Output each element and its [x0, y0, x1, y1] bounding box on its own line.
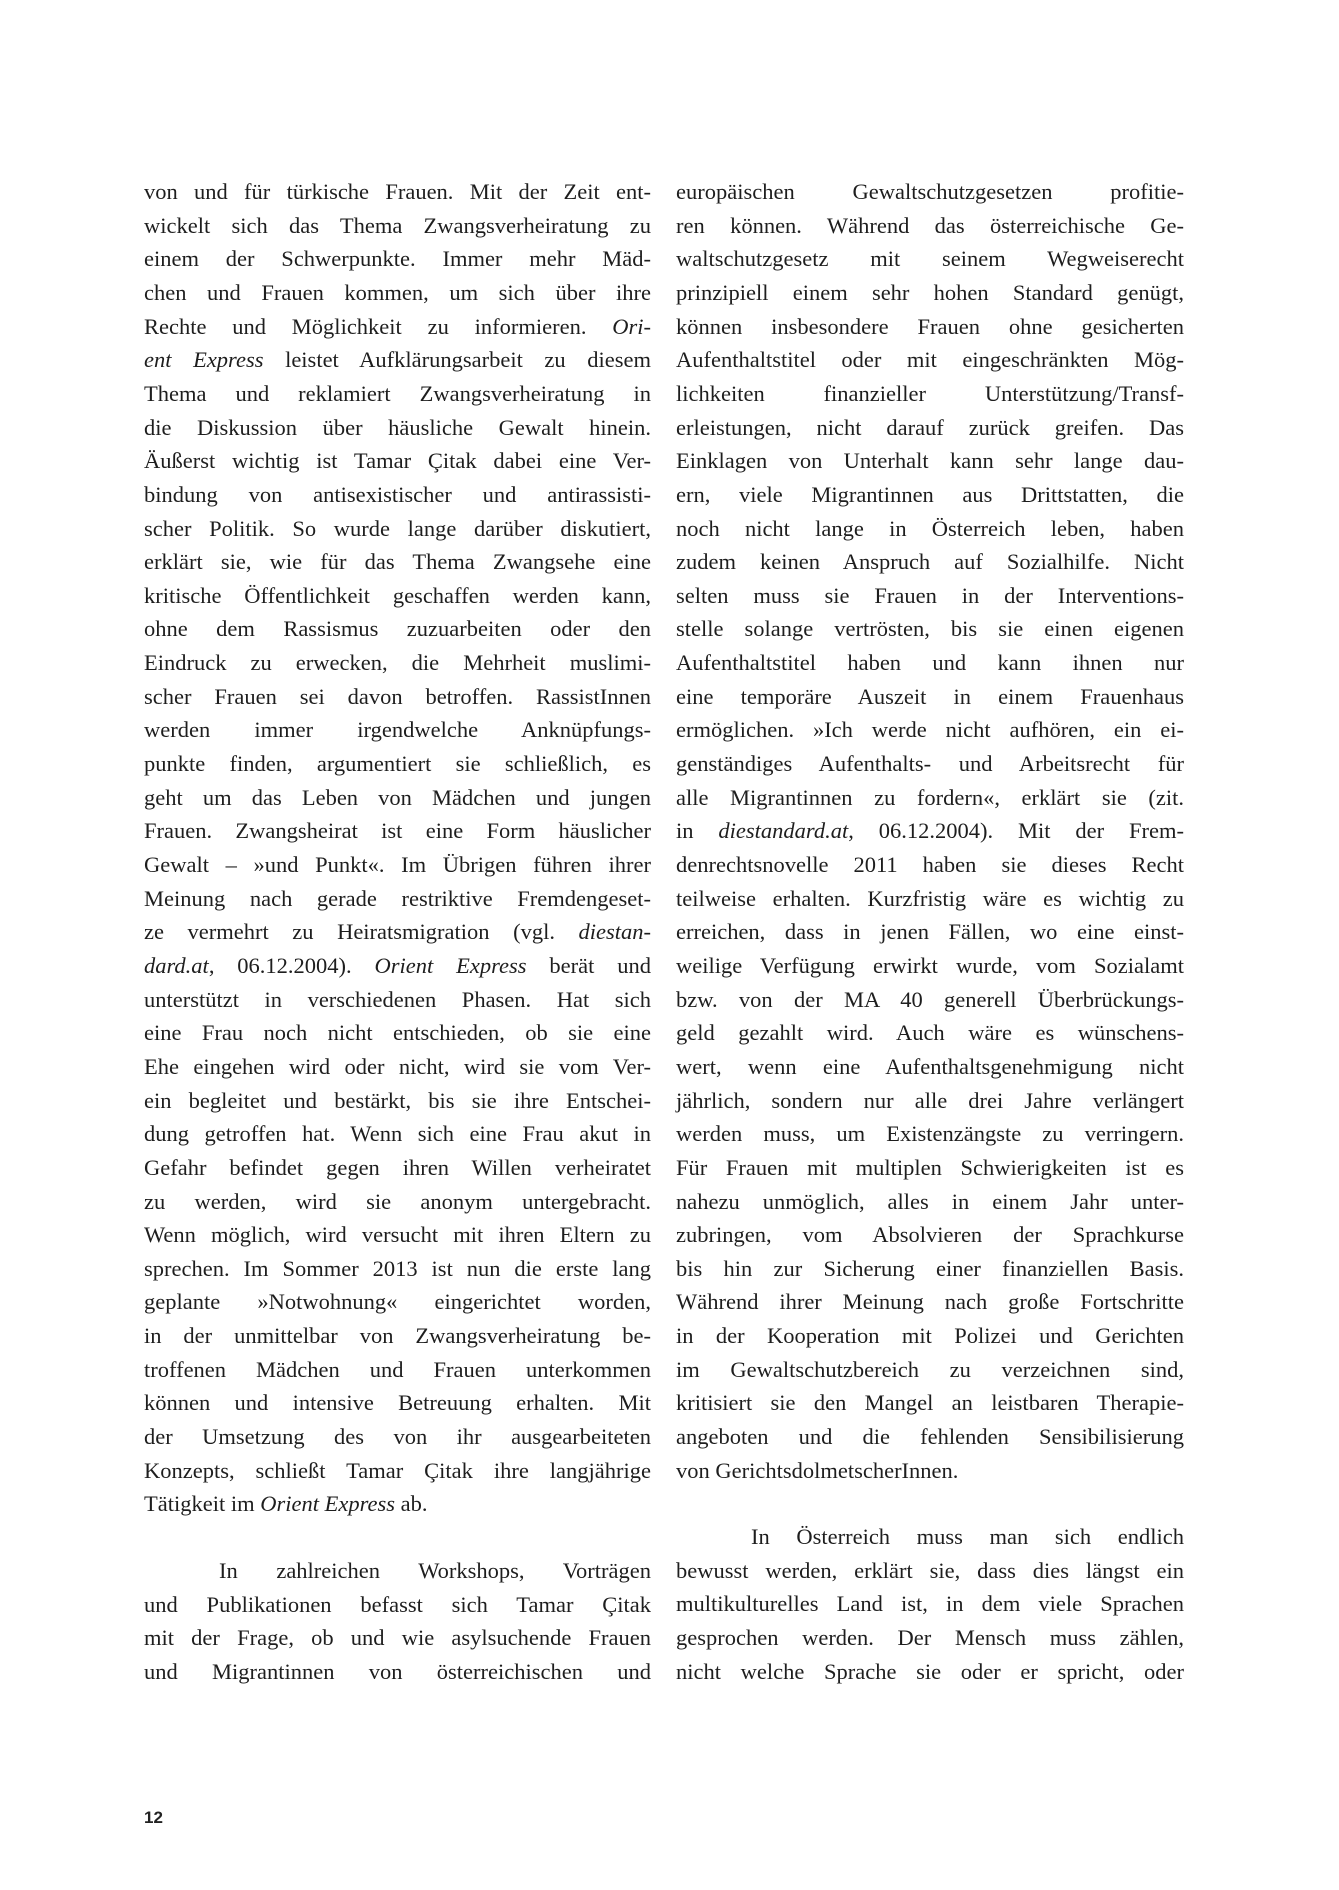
text-line: In zahlreichen Workshops, Vorträgen: [219, 1558, 651, 1583]
italic-text: Orient Express: [374, 952, 527, 978]
text-line: prinzipiell einem sehr hohen Standard genügt,: [676, 279, 1184, 305]
text-line: dung getroffen hat. Wenn sich eine Frau akut in: [144, 1121, 651, 1147]
text-line: mit der Frage, ob und wie asylsuchende Frauen: [144, 1625, 651, 1651]
text-line: bindung von antisexistischer und antirassisti-: [144, 481, 651, 507]
text-line: wickelt sich das Thema Zwangsverheiratung zu: [144, 212, 651, 238]
text-line: Konzepts, schließt Tamar Çitak ihre langjährige: [144, 1457, 651, 1483]
text-line: die Diskussion über häusliche Gewalt hinein.: [144, 414, 651, 440]
text-line: Gewalt – »und Punkt«. Im Übrigen führen ihrer: [144, 852, 651, 877]
italic-text: dard.at: [144, 952, 209, 978]
text-line: Ehe eingehen wird oder nicht, wird sie vom Ver-: [144, 1053, 651, 1079]
text-line: einem der Schwerpunkte. Immer mehr Mäd-: [144, 246, 651, 272]
text-line: selten muss sie Frauen in der Interventions-: [676, 582, 1184, 608]
text-line: ren können. Während das österreichische Ge-: [676, 212, 1184, 238]
text-line: lichkeiten finanzieller Unterstützung/Transf-: [676, 380, 1184, 406]
text-line: Gefahr befindet gegen ihren Willen verheiratet: [144, 1154, 651, 1180]
text-line: Frauen. Zwangsheirat ist eine Form häuslicher: [144, 818, 651, 844]
text-line: können und intensive Betreuung erhalten. Mit: [144, 1390, 651, 1416]
text-line: erreichen, dass in jenen Fällen, wo eine einst-: [676, 919, 1184, 945]
text-line: eine temporäre Auszeit in einem Frauenhaus: [676, 683, 1184, 709]
text-line: wert, wenn eine Aufenthaltsgenehmigung nicht: [676, 1053, 1184, 1079]
text-line: werden immer irgendwelche Anknüpfungs-: [144, 717, 651, 743]
text-line: kritische Öffentlichkeit geschaffen werden kann,: [144, 582, 651, 608]
text-line: in diestandard.at, 06.12.2004). Mit der Frem-: [676, 818, 1184, 844]
text-line: bis hin zur Sicherung einer finanziellen Basis.: [676, 1255, 1184, 1281]
text-line: zu werden, wird sie anonym untergebracht.: [144, 1188, 651, 1214]
text-line: gesprochen werden. Der Mensch muss zählen,: [676, 1624, 1184, 1650]
text-line: denrechtsnovelle 2011 haben sie dieses Recht: [676, 852, 1184, 877]
text-line: nicht welche Sprache sie oder er spricht, oder: [676, 1658, 1184, 1684]
text-line: angeboten und die fehlenden Sensibilisierung: [676, 1424, 1184, 1450]
text-line: nahezu unmöglich, alles in einem Jahr unter-: [676, 1188, 1184, 1214]
text-line: werden muss, um Existenzängste zu verringern.: [676, 1121, 1184, 1147]
text-line: geht um das Leben von Mädchen und jungen: [144, 784, 651, 810]
text-line: eine Frau noch nicht entschieden, ob sie eine: [144, 1020, 651, 1046]
text-line: Wenn möglich, wird versucht mit ihren Eltern zu: [144, 1222, 651, 1248]
text-line: teilweise erhalten. Kurzfristig wäre es wichtig zu: [676, 885, 1184, 911]
text-line: erleistungen, nicht darauf zurück greifen. Das: [676, 414, 1184, 440]
text-line: Eindruck zu erwecken, die Mehrheit muslimi-: [144, 650, 651, 676]
text-line: Meinung nach gerade restriktive Fremdengeset-: [144, 885, 651, 911]
text-line: genständiges Aufenthalts- und Arbeitsrecht für: [676, 751, 1184, 777]
text-line: weilige Verfügung erwirkt wurde, vom Sozialamt: [676, 952, 1184, 978]
text-line: dard.at, 06.12.2004). Orient Express berät und: [144, 952, 651, 978]
text-line: jährlich, sondern nur alle drei Jahre verlängert: [676, 1087, 1184, 1113]
text-line: stelle solange vertrösten, bis sie einen eigenen: [676, 616, 1184, 642]
text-line: punkte finden, argumentiert sie schließlich, es: [144, 751, 651, 777]
text-line: waltschutzgesetz mit seinem Wegweiserecht: [676, 246, 1184, 272]
text-line: alle Migrantinnen zu fordern«, erklärt sie (zit.: [676, 784, 1184, 810]
text-line: zubringen, vom Absolvieren der Sprachkurse: [676, 1222, 1184, 1248]
italic-text: ent Express: [144, 347, 264, 373]
text-line: Einklagen von Unterhalt kann sehr lange dau-: [676, 448, 1184, 474]
text-line: und Publikationen befasst sich Tamar Çitak: [144, 1591, 651, 1617]
text-line: Während ihrer Meinung nach große Fortschritte: [676, 1289, 1184, 1315]
text-line: kritisiert sie den Mangel an leistbaren Therapie-: [676, 1390, 1184, 1416]
text-line: noch nicht lange in Österreich leben, haben: [676, 515, 1184, 541]
text-line: scher Politik. So wurde lange darüber diskutiert,: [144, 515, 651, 541]
italic-text: diestandard.at: [718, 818, 849, 844]
text-line: ermöglichen. »Ich werde nicht aufhören, ein ei-: [676, 717, 1184, 743]
text-line: sprechen. Im Sommer 2013 ist nun die erste lang: [144, 1255, 651, 1281]
page-number: 12: [144, 1808, 163, 1827]
text-line: chen und Frauen kommen, um sich über ihre: [144, 279, 651, 305]
text-line: der Umsetzung des von ihr ausgearbeiteten: [144, 1424, 651, 1450]
text-line: europäischen Gewaltschutzgesetzen profitie-: [676, 179, 1184, 204]
text-line: Tätigkeit im Orient Express ab.: [144, 1491, 428, 1517]
italic-text: diestan-: [578, 919, 651, 945]
text-line: ze vermehrt zu Heiratsmigration (vgl. diestan-: [144, 919, 651, 945]
text-line: unterstützt in verschiedenen Phasen. Hat sich: [144, 986, 651, 1012]
text-line: zudem keinen Anspruch auf Sozialhilfe. Nicht: [676, 549, 1184, 575]
text-line: troffenen Mädchen und Frauen unterkommen: [144, 1356, 651, 1382]
text-line: und Migrantinnen von österreichischen und: [144, 1658, 651, 1684]
text-line: von und für türkische Frauen. Mit der Zeit ent-: [144, 179, 651, 204]
text-line: multikulturelles Land ist, in dem viele Sprachen: [676, 1591, 1184, 1617]
italic-text: Orient Express: [260, 1491, 396, 1517]
text-line: Für Frauen mit multiplen Schwierigkeiten ist es: [676, 1154, 1184, 1180]
text-line: ent Express leistet Aufklärungsarbeit zu diesem: [144, 347, 651, 373]
text-line: in der unmittelbar von Zwangsverheiratung be-: [144, 1323, 651, 1349]
text-line: ern, viele Migrantinnen aus Drittstatten, die: [676, 481, 1184, 507]
text-line: Aufenthaltstitel haben und kann ihnen nur: [676, 650, 1184, 676]
text-line: erklärt sie, wie für das Thema Zwangsehe eine: [144, 549, 651, 575]
text-line: bzw. von der MA 40 generell Überbrückungs-: [676, 986, 1184, 1012]
text-line: Thema und reklamiert Zwangsverheiratung in: [144, 380, 651, 406]
text-line: scher Frauen sei davon betroffen. RassistInnen: [144, 683, 651, 709]
text-line: In Österreich muss man sich endlich: [751, 1524, 1184, 1549]
text-line: Rechte und Möglichkeit zu informieren. Ori-: [144, 313, 651, 339]
italic-text: Ori-: [612, 313, 651, 339]
text-line: bewusst werden, erklärt sie, dass dies längst ein: [676, 1557, 1184, 1583]
text-line: Äußerst wichtig ist Tamar Çitak dabei eine Ver-: [144, 448, 651, 474]
text-line: von GerichtsdolmetscherInnen.: [676, 1457, 959, 1483]
text-line: in der Kooperation mit Polizei und Gerichten: [676, 1323, 1184, 1349]
text-line: geld gezahlt wird. Auch wäre es wünschens-: [676, 1020, 1184, 1046]
text-line: Aufenthaltstitel oder mit eingeschränkten Mög-: [676, 347, 1184, 373]
text-line: können insbesondere Frauen ohne gesicherten: [676, 313, 1184, 339]
text-line: im Gewaltschutzbereich zu verzeichnen sind,: [676, 1356, 1184, 1382]
text-line: geplante »Notwohnung« eingerichtet worden,: [144, 1289, 651, 1315]
text-line: ein begleitet und bestärkt, bis sie ihre Entschei-: [144, 1087, 651, 1113]
text-line: ohne dem Rassismus zuzuarbeiten oder den: [144, 616, 651, 642]
